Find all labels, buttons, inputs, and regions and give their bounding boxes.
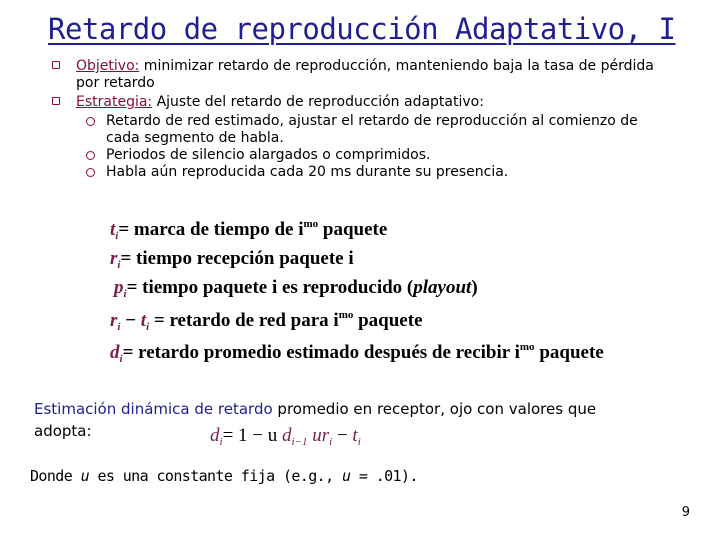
definition-rt: $r_i - t_i$ = retardo de red para $i^{mo}$ paquete [110, 309, 423, 333]
square-bullet-icon [52, 97, 60, 105]
sub-bullet-text: Retardo de red estimado, ajustar el retardo de reproducción al comienzo de cada segmento de habla. [106, 113, 638, 146]
sub-bullet-text: Periodos de silencio alargados o comprimidos. [106, 147, 431, 163]
estrategia-label: Estrategia: [76, 94, 153, 110]
objetivo-label: Objetivo: [76, 58, 140, 74]
definition-p: $p_i=$ tiempo paquete i es reproducido (playout) [114, 277, 478, 300]
circle-bullet-icon [86, 117, 95, 126]
estimation-highlight: Estimación dinámica de retardo [34, 400, 273, 418]
definition-r: $r_i=$ tiempo recepción paquete i [110, 248, 354, 271]
slide-title: Retardo de reproducción Adaptativo, I [48, 12, 676, 46]
definition-t: $t_i=$ marca de tiempo de $i^{mo}$ paquete [110, 218, 388, 242]
estrategia-text: Ajuste del retardo de reproducción adaptativo: [152, 94, 484, 110]
circle-bullet-icon [86, 168, 95, 177]
bullet-estrategia [50, 94, 660, 111]
bullet-list [50, 58, 660, 181]
bullet-objetivo [50, 58, 660, 92]
sub-bullet [50, 113, 660, 147]
circle-bullet-icon [86, 151, 95, 160]
delay-equation: $d_i= 1 - u$ $d_{i-1}$ $ur_i - t_i$ [210, 425, 361, 448]
sub-bullet [50, 147, 660, 164]
definition-d: $d_i=$ retardo promedio estimado después de recibir $i^{mo}$ paquete [110, 341, 604, 365]
sub-bullet [50, 164, 660, 181]
square-bullet-icon [52, 61, 60, 69]
donde-note: Donde u es una constante fija (e.g., u = .01). [30, 467, 418, 485]
estimation-text: promedio en receptor, ojo con valores que adopta: [34, 400, 597, 440]
sub-bullet-text: Habla aún reproducida cada 20 ms durante su presencia. [106, 164, 509, 180]
objetivo-text: minimizar retardo de reproducción, manteniendo baja la tasa de pérdida por retardo [76, 58, 654, 91]
page-number: 9 [681, 505, 690, 520]
